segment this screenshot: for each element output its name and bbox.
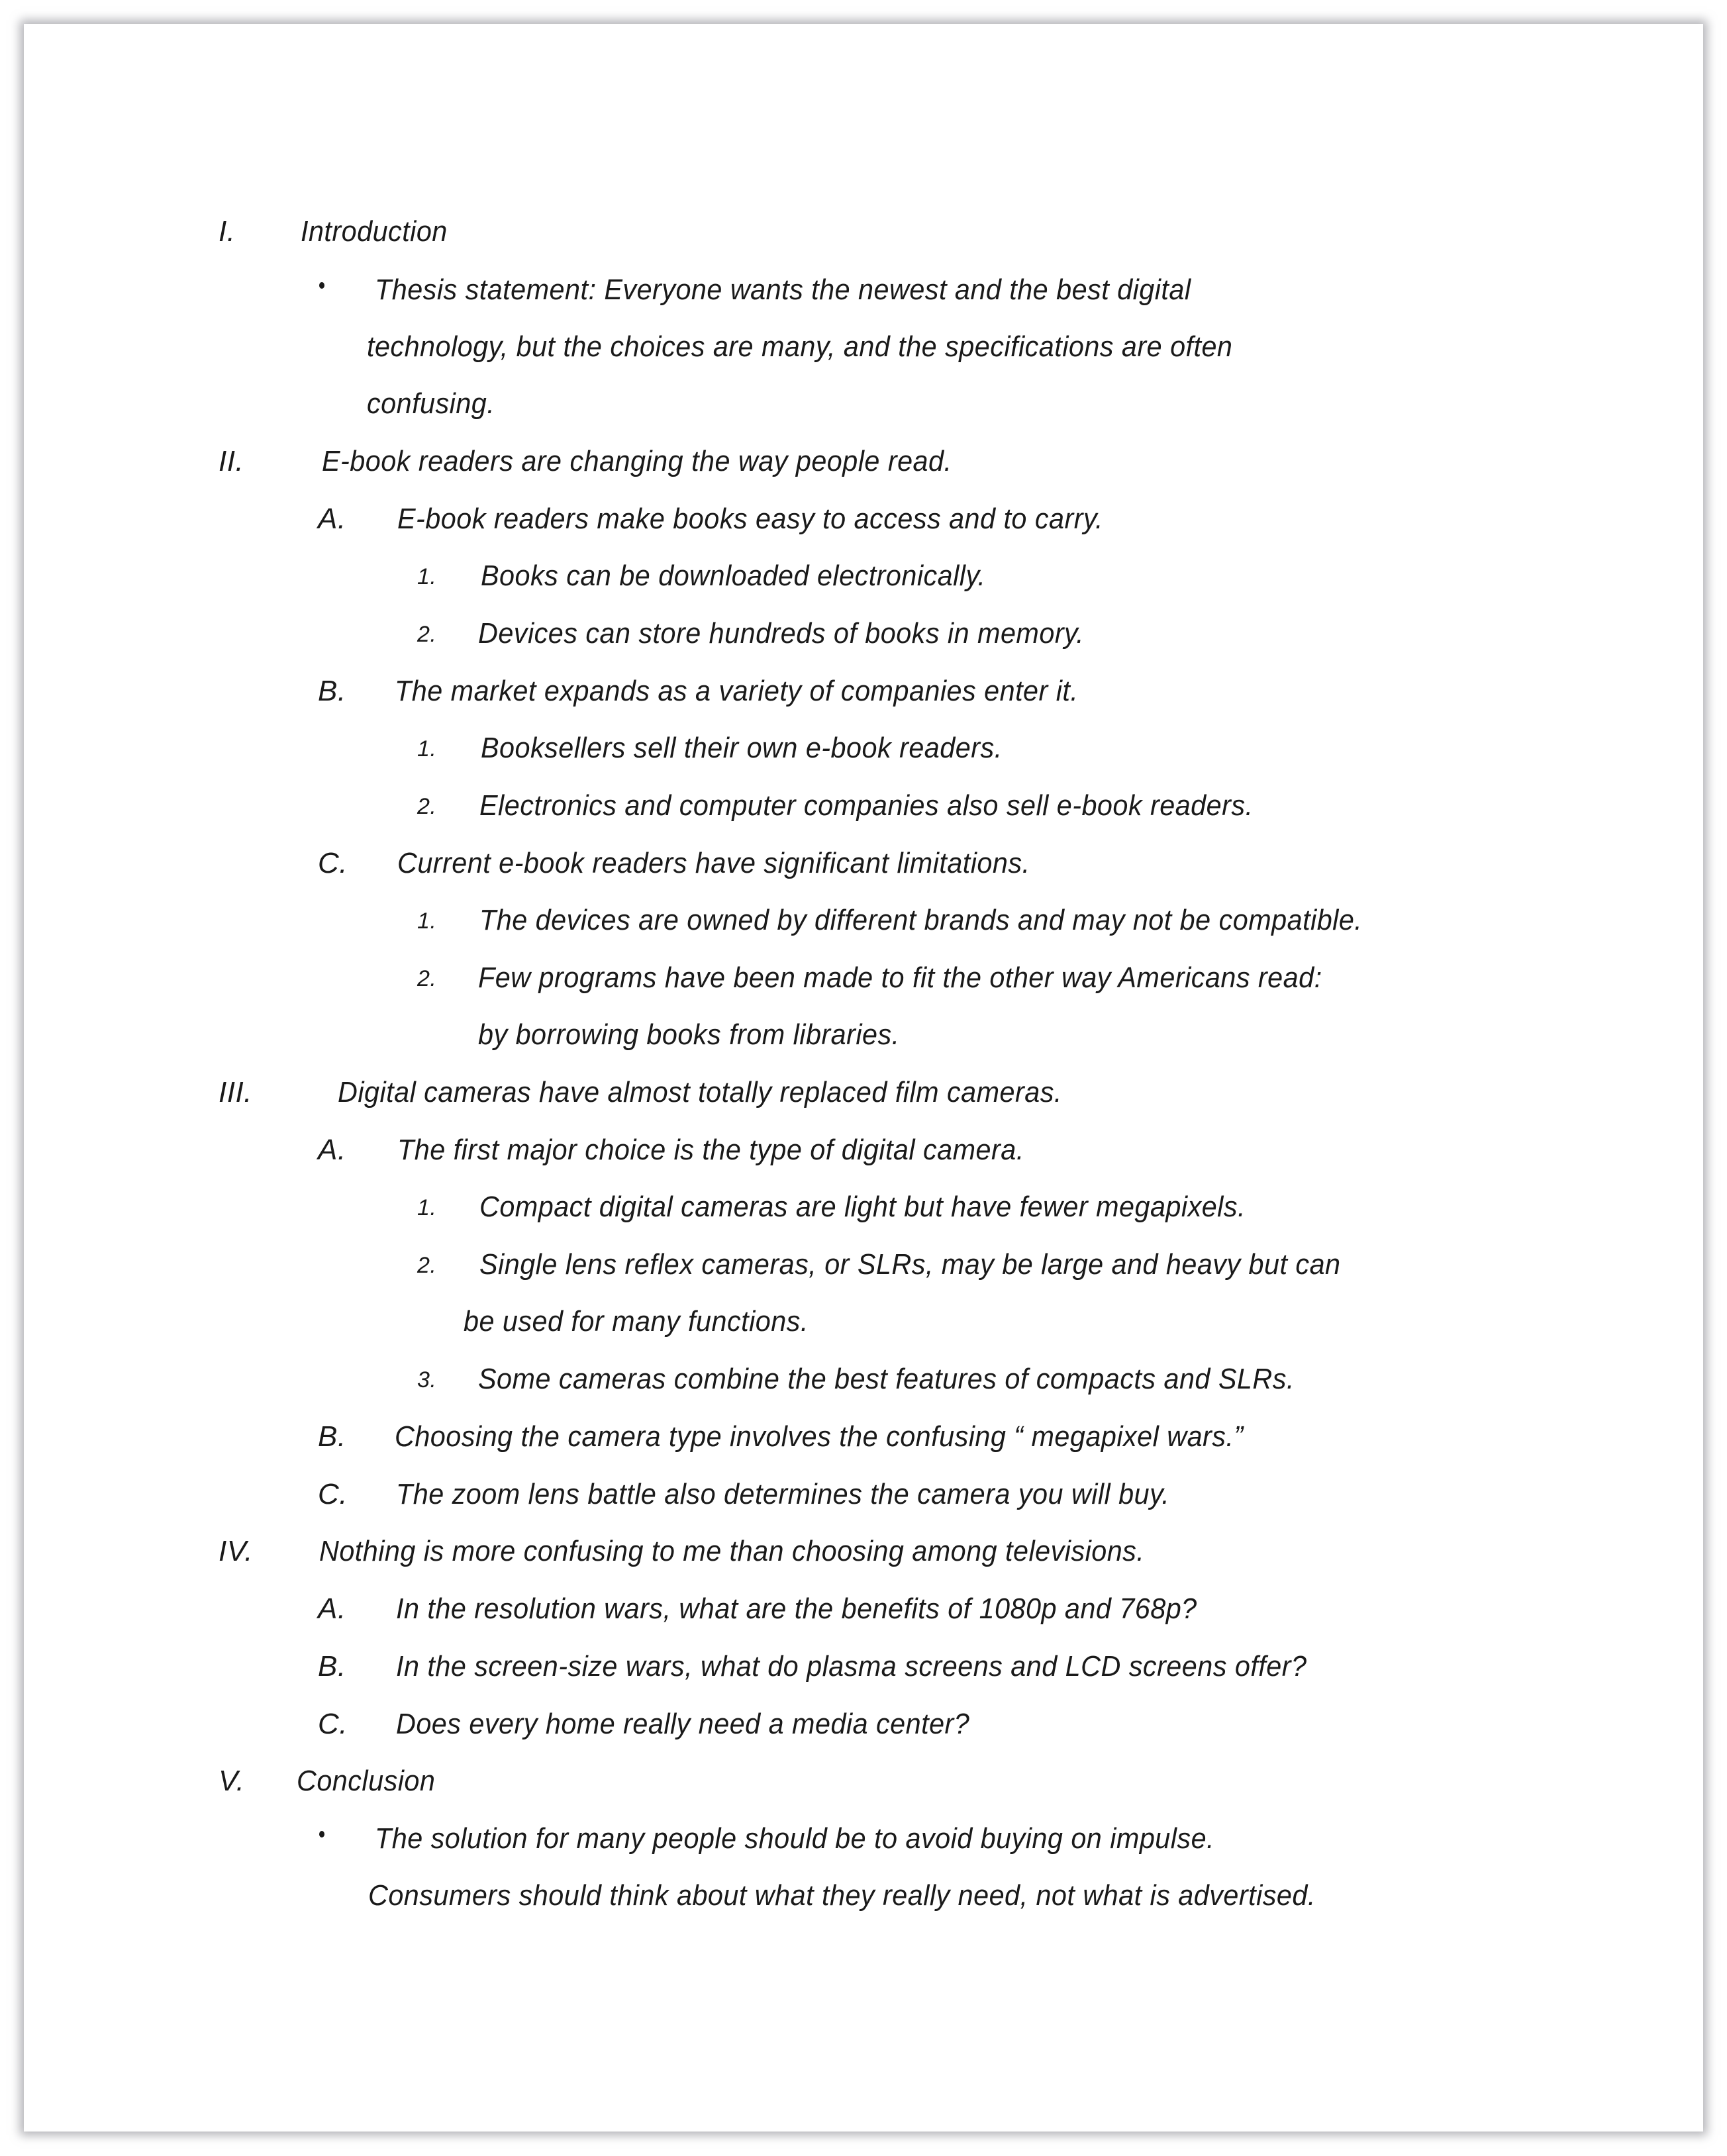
subsection-text: The market expands as a variety of companies enter it. xyxy=(395,675,1079,707)
item-label: 1. xyxy=(417,908,437,934)
item-text: The devices are owned by different brands and may not be compatible. xyxy=(479,904,1363,936)
item-text: by borrowing books from libraries. xyxy=(478,1018,900,1051)
item-label: 3. xyxy=(417,1367,437,1393)
subsection-label: C. xyxy=(318,1708,348,1740)
section-label: IV. xyxy=(219,1535,254,1567)
section-heading: Digital cameras have almost totally replaced film cameras. xyxy=(338,1076,1062,1108)
subsection-label: B. xyxy=(318,1650,346,1683)
item-label: 2. xyxy=(417,794,437,819)
subsection-text: The first major choice is the type of digital camera. xyxy=(397,1134,1024,1166)
item-text: Few programs have been made to fit the other way Americans read: xyxy=(478,961,1322,994)
section-heading: Conclusion xyxy=(297,1765,436,1797)
item-label: 1. xyxy=(417,736,437,761)
item-label: 1. xyxy=(417,1195,437,1220)
item-text: Compact digital cameras are light but have fewer megapixels. xyxy=(479,1191,1246,1223)
item-text: Devices can store hundreds of books in memory. xyxy=(478,617,1085,650)
item-label: 2. xyxy=(417,1253,437,1278)
item-label: 2. xyxy=(417,966,437,991)
section-heading: Introduction xyxy=(301,215,448,248)
item-text: Electronics and computer companies also sell e-book readers. xyxy=(479,789,1254,822)
subsection-label: A. xyxy=(318,503,346,535)
item-label: 2. xyxy=(417,622,437,647)
bullet-text: Thesis statement: Everyone wants the newest and the best digital xyxy=(375,273,1191,306)
essay-outline xyxy=(24,24,1703,2132)
subsection-label: B. xyxy=(318,1420,346,1453)
section-label: III. xyxy=(219,1076,252,1108)
item-text: Single lens reflex cameras, or SLRs, may be large and heavy but can xyxy=(479,1248,1341,1281)
bullet-icon xyxy=(319,1831,324,1838)
bullet-icon xyxy=(319,282,324,289)
subsection-label: A. xyxy=(318,1134,346,1166)
item-text: be used for many functions. xyxy=(464,1305,809,1338)
subsection-text: Current e-book readers have significant limitations. xyxy=(397,847,1030,879)
subsection-text: In the screen-size wars, what do plasma screens and LCD screens offer? xyxy=(396,1650,1307,1683)
section-label: V. xyxy=(219,1765,245,1797)
subsection-text: E-book readers make books easy to access and to carry. xyxy=(397,503,1104,535)
subsection-label: A. xyxy=(318,1592,346,1625)
section-label: I. xyxy=(219,215,236,248)
subsection-text: Choosing the camera type involves the confusing “ megapixel wars.” xyxy=(395,1420,1244,1453)
document-page xyxy=(24,24,1703,2132)
item-label: 1. xyxy=(417,564,437,589)
subsection-label: C. xyxy=(318,1478,348,1510)
bullet-text: Consumers should think about what they really need, not what is advertised. xyxy=(368,1879,1316,1912)
section-heading: Nothing is more confusing to me than choosing among televisions. xyxy=(319,1535,1145,1567)
item-text: Books can be downloaded electronically. xyxy=(481,560,986,592)
subsection-text: In the resolution wars, what are the benefits of 1080p and 768p? xyxy=(396,1592,1197,1625)
item-text: Booksellers sell their own e-book readers. xyxy=(481,732,1003,764)
section-label: II. xyxy=(219,445,244,477)
bullet-text: The solution for many people should be to avoid buying on impulse. xyxy=(375,1822,1215,1855)
section-heading: E-book readers are changing the way people read. xyxy=(322,445,952,477)
bullet-text: technology, but the choices are many, and the specifications are often xyxy=(367,330,1233,363)
subsection-text: The zoom lens battle also determines the camera you will buy. xyxy=(396,1478,1170,1510)
subsection-text: Does every home really need a media center? xyxy=(396,1708,970,1740)
bullet-text: confusing. xyxy=(367,387,495,420)
subsection-label: C. xyxy=(318,847,348,879)
subsection-label: B. xyxy=(318,675,346,707)
item-text: Some cameras combine the best features of compacts and SLRs. xyxy=(478,1363,1295,1395)
